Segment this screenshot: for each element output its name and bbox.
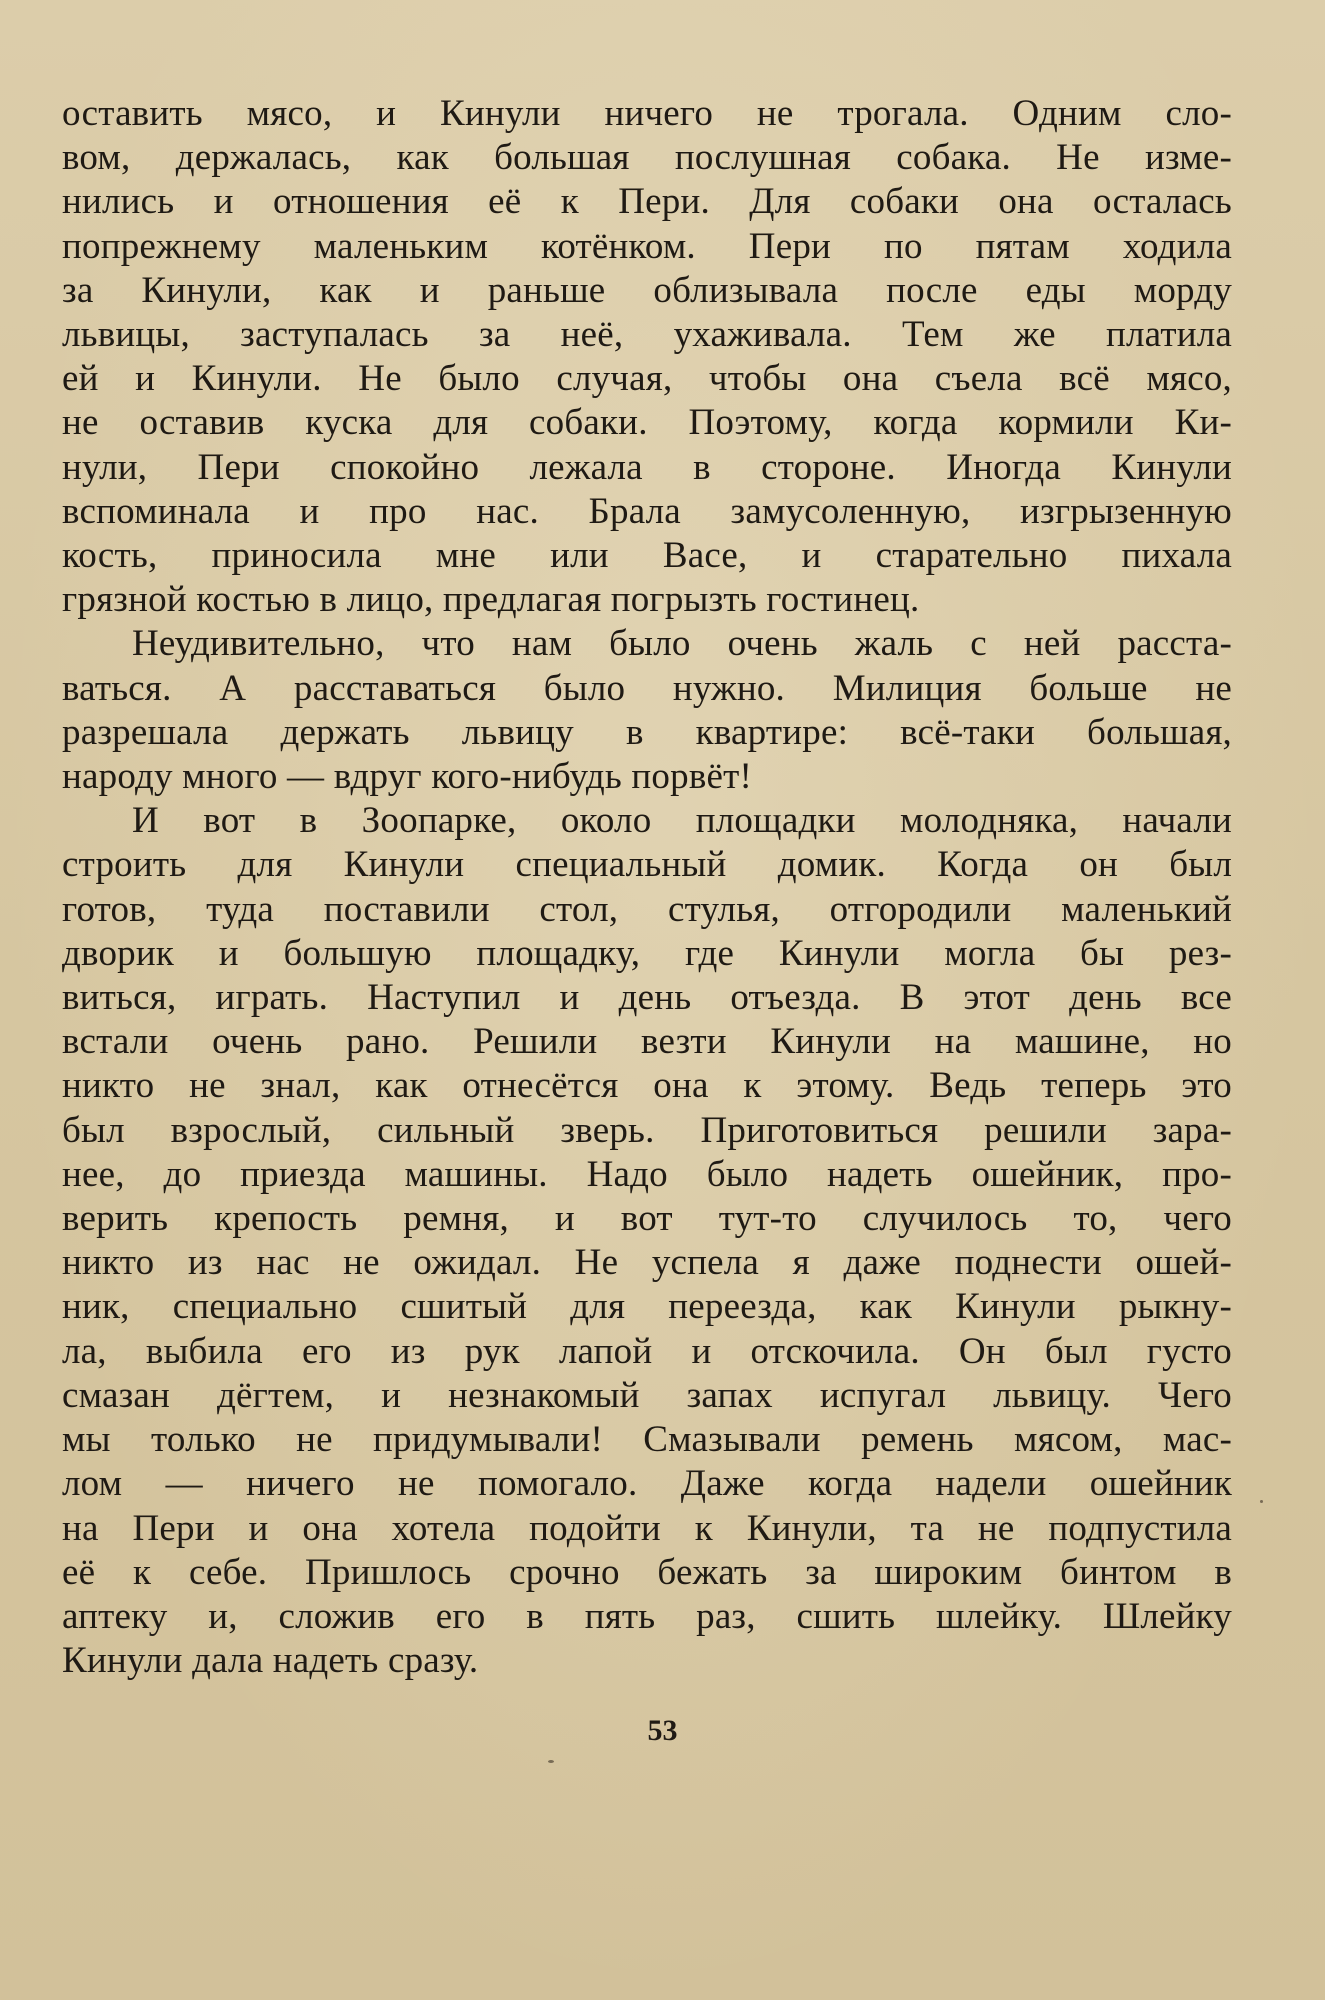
text-line: вом, держалась, как большая послушная собака. Не изме- xyxy=(62,137,1232,179)
print-speck xyxy=(1260,1500,1263,1503)
text-line: смазан дёгтем, и незнакомый запах испугал львицу. Чего xyxy=(62,1374,1232,1416)
text-line: верить крепость ремня, и вот тут-то случилось то, чего xyxy=(62,1198,1232,1240)
text-line: виться, играть. Наступил и день отъезда. В этот день все xyxy=(62,977,1232,1019)
text-line: Неудивительно, что нам было очень жаль с ней расста- xyxy=(132,623,1232,665)
text-line: мы только не придумывали! Смазывали ремень мясом, мас- xyxy=(62,1419,1232,1461)
text-line: разрешала держать львицу в квартире: всё-таки большая, xyxy=(62,711,1232,753)
text-line: ваться. А расставаться было нужно. Милиция больше не xyxy=(62,667,1232,709)
text-line: был взрослый, сильный зверь. Приготовиться решили зара- xyxy=(62,1109,1232,1151)
text-line: ник, специально сшитый для переезда, как Кинули рыкну- xyxy=(62,1286,1232,1328)
text-line: лом — ничего не помогало. Даже когда надели ошейник xyxy=(62,1463,1232,1505)
paragraph xyxy=(62,622,1232,799)
text-line: на Пери и она хотела подойти к Кинули, та не подпустила xyxy=(62,1507,1232,1549)
text-line: встали очень рано. Решили везти Кинули на машине, но xyxy=(62,1021,1232,1063)
text-line: её к себе. Пришлось срочно бежать за широким бинтом в xyxy=(62,1551,1232,1593)
text-line: вспоминала и про нас. Брала замусоленную, изгрызенную xyxy=(62,490,1232,532)
text-line: Кинули дала надеть сразу. xyxy=(62,1640,479,1682)
text-line: народу много — вдруг кого-нибудь порвёт! xyxy=(62,756,753,798)
print-speck xyxy=(548,1760,554,1763)
page-text xyxy=(62,92,1232,1683)
text-line: оставить мясо, и Кинули ничего не трогала. Одним сло- xyxy=(62,93,1232,134)
text-line: дворик и большую площадку, где Кинули могла бы рез- xyxy=(62,932,1232,974)
text-line: строить для Кинули специальный домик. Когда он был xyxy=(62,844,1232,886)
text-line: готов, туда поставили стол, стулья, отгородили маленький xyxy=(62,888,1232,930)
text-line: за Кинули, как и раньше облизывала после еды морду xyxy=(62,269,1232,311)
text-line: кость, приносила мне или Васе, и старательно пихала xyxy=(62,535,1232,577)
text-line: ей и Кинули. Не было случая, чтобы она съела всё мясо, xyxy=(62,358,1232,400)
text-line: никто не знал, как отнесётся она к этому. Ведь теперь это xyxy=(62,1065,1232,1107)
text-line: львицы, заступалась за неё, ухаживала. Тем же платила xyxy=(62,314,1232,356)
text-line: ла, выбила его из рук лапой и отскочила. Он был густо xyxy=(62,1330,1232,1372)
text-line: нились и отношения её к Пери. Для собаки она осталась xyxy=(62,181,1232,223)
text-line: нули, Пери спокойно лежала в стороне. Иногда Кинули xyxy=(62,446,1232,488)
text-line: попрежнему маленьким котёнком. Пери по пятам ходила xyxy=(62,225,1232,267)
paragraph xyxy=(62,92,1232,622)
text-line: не оставив куска для собаки. Поэтому, когда кормили Ки- xyxy=(62,402,1232,444)
text-line: нее, до приезда машины. Надо было надеть ошейник, про- xyxy=(62,1153,1232,1195)
text-line: никто из нас не ожидал. Не успела я даже поднести ошей- xyxy=(62,1242,1232,1284)
paragraph xyxy=(62,799,1232,1683)
page-number: 53 xyxy=(647,1714,678,1747)
text-line: грязной костью в лицо, предлагая погрызть гостинец. xyxy=(62,579,920,621)
text-line: аптеку и, сложив его в пять раз, сшить шлейку. Шлейку xyxy=(62,1595,1232,1637)
text-line: И вот в Зоопарке, около площадки молодняка, начали xyxy=(132,800,1232,842)
